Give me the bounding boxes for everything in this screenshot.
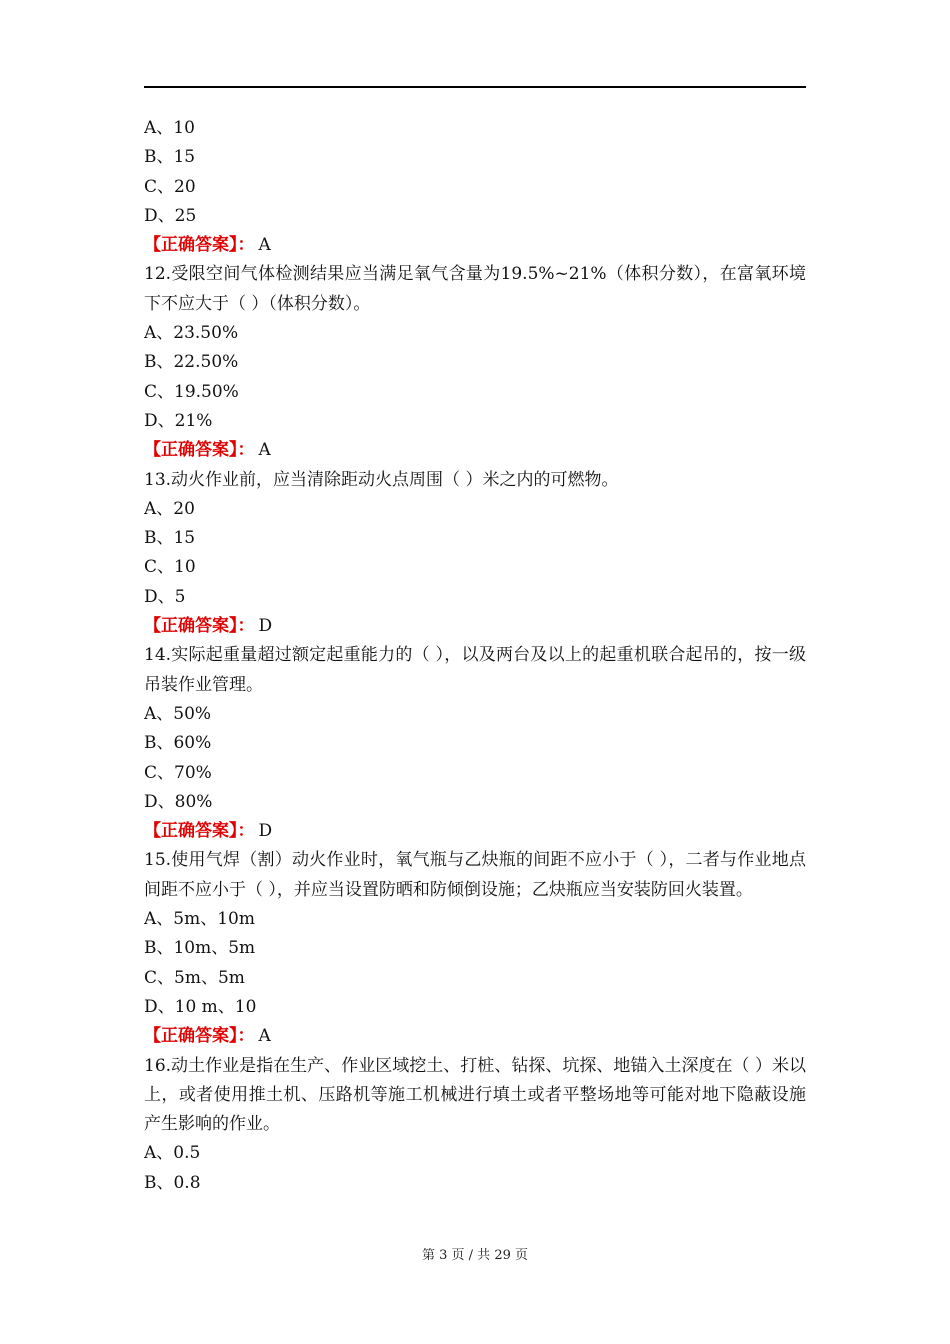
q14-option-a: A、50% — [144, 703, 212, 724]
q13-question: 13.动火作业前，应当清除距动火点周围（ ）米之内的可燃物。 — [144, 469, 619, 490]
q12-question: 12.受限空间气体检测结果应当满足氧气含量为19.5%~21%（体积分数），在富氧环境下不应大于（ ）（体积分数）。 — [144, 264, 806, 314]
q13-answer — [144, 612, 806, 641]
q14-option-d: D、80% — [144, 791, 213, 812]
answer-label: 【正确答案】： — [144, 440, 255, 461]
q14-option-c: C、70% — [144, 762, 212, 783]
answer-label: 【正确答案】： — [144, 1026, 255, 1047]
q16-option-b: B、0.8 — [144, 1172, 201, 1193]
q15-answer — [144, 1022, 806, 1051]
answer-value: D — [258, 616, 273, 637]
q14-question: 14.实际起重量超过额定起重能力的（ ），以及两台及以上的起重机联合起吊的，按一级吊装作业管理。 — [144, 645, 806, 695]
page-footer: 第 3 页 / 共 29 页 — [422, 1248, 528, 1263]
q13-option-c: C、10 — [144, 557, 196, 578]
q15-option-b: B、10m、5m — [144, 938, 256, 959]
q12-answer — [144, 436, 806, 465]
q16-option-a: A、0.5 — [144, 1143, 201, 1164]
q11-answer — [144, 231, 806, 260]
q12-option-b: B、22.50% — [144, 352, 239, 373]
header-rule — [144, 86, 806, 88]
answer-label: 【正确答案】： — [144, 235, 255, 256]
q12-option-d: D、21% — [144, 410, 213, 431]
q13-option-b: B、15 — [144, 528, 196, 549]
page-content — [144, 114, 806, 1198]
q12-option-c: C、19.50% — [144, 381, 239, 402]
q11-option-c: C、20 — [144, 176, 196, 197]
answer-value: A — [258, 440, 271, 461]
q15-option-a: A、5m、10m — [144, 909, 255, 930]
q15-option-c: C、5m、5m — [144, 967, 245, 988]
answer-value: D — [258, 821, 273, 842]
q16-question: 16.动土作业是指在生产、作业区域挖土、打桩、钻探、坑探、地锚入土深度在（ ）米以上，或者使用推土机、压路机等施工机械进行填土或者平整场地等可能对地下隐蔽设施产生影响的作业。 — [144, 1055, 806, 1135]
q12-option-a: A、23.50% — [144, 323, 239, 344]
q14-option-b: B、60% — [144, 733, 212, 754]
q15-question: 15.使用气焊（割）动火作业时，氧气瓶与乙炔瓶的间距不应小于（ ），二者与作业地点间距不应小于（ ），并应当设置防晒和防倾倒设施；乙炔瓶应当安装防回火装置。 — [144, 850, 806, 900]
answer-label: 【正确答案】： — [144, 616, 255, 637]
answer-value: A — [258, 1026, 271, 1047]
q13-option-d: D、5 — [144, 586, 186, 607]
answer-value: A — [258, 235, 271, 256]
q11-option-b: B、15 — [144, 147, 196, 168]
q15-option-d: D、10 m、10 — [144, 996, 257, 1017]
q14-answer — [144, 817, 806, 846]
q11-option-d: D、25 — [144, 205, 197, 226]
q11-option-a: A、10 — [144, 118, 195, 138]
q13-option-a: A、20 — [144, 498, 195, 519]
answer-label: 【正确答案】： — [144, 821, 255, 842]
